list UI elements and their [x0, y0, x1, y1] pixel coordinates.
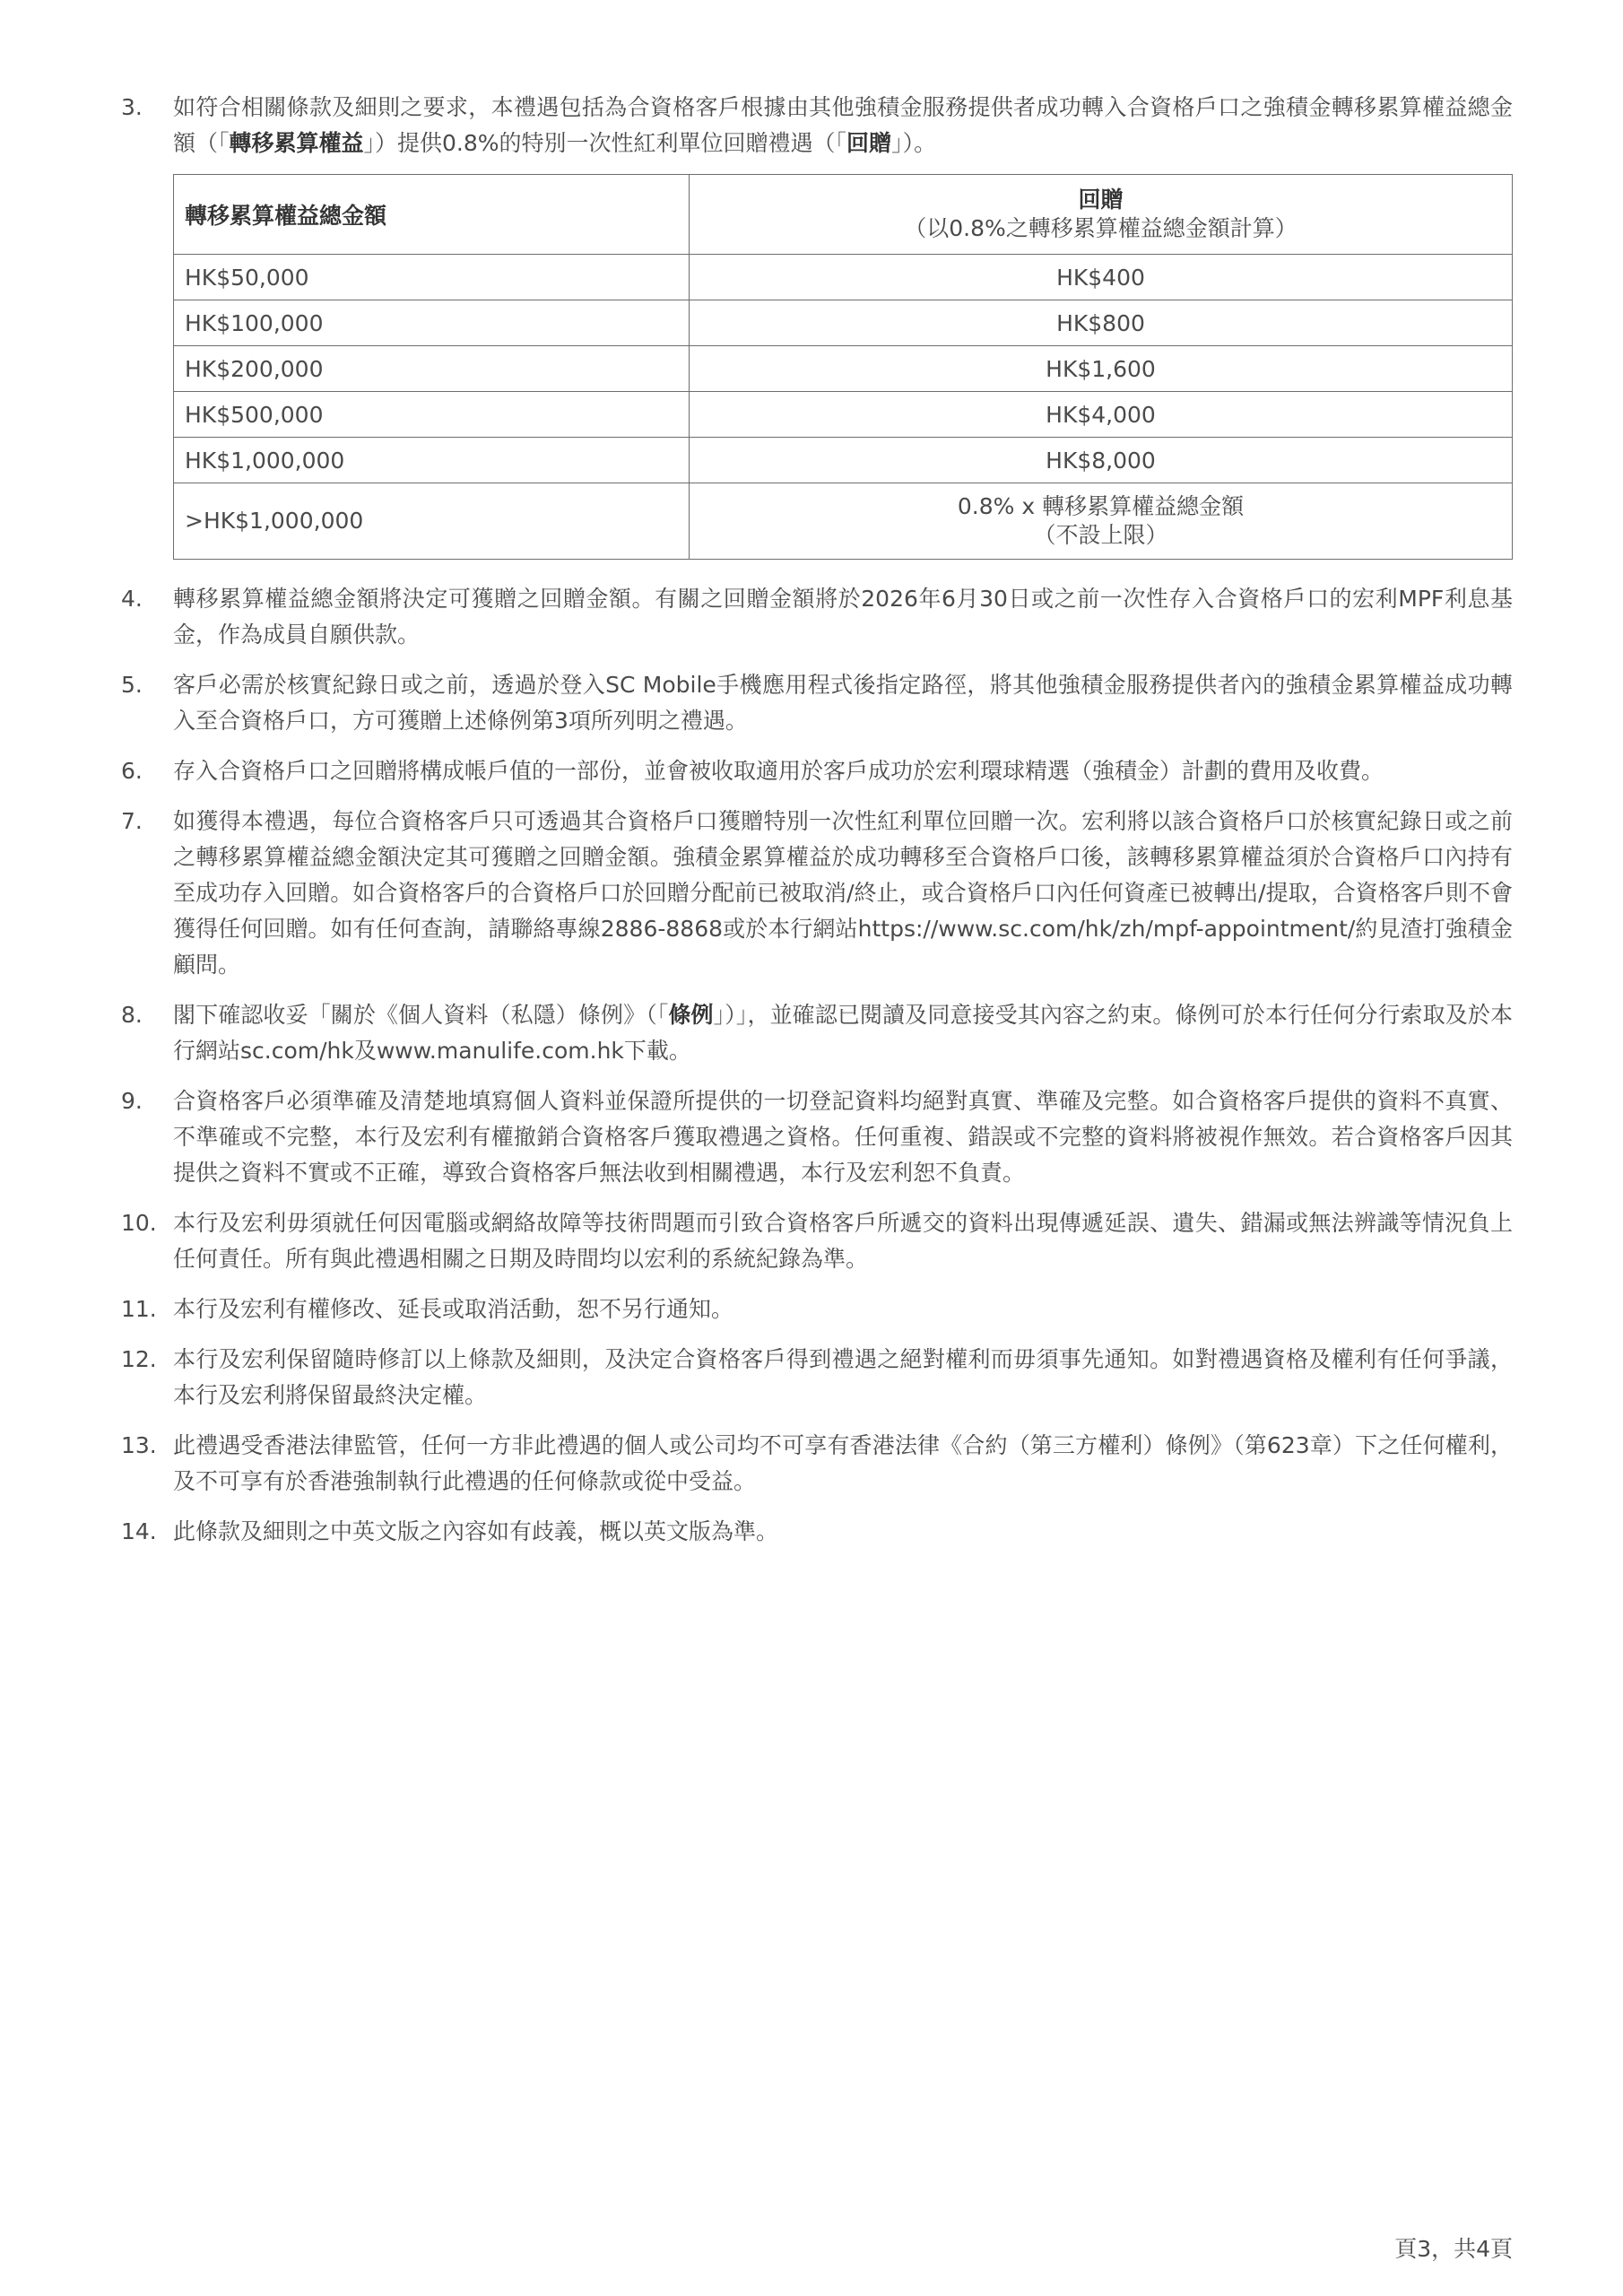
table-cell-rebate: HK$400: [690, 255, 1513, 300]
table-cell-rebate: HK$8,000: [690, 438, 1513, 483]
term-number: 11.: [121, 1296, 157, 1322]
table-row: [174, 346, 1513, 392]
table-row: [174, 438, 1513, 483]
table-row: [174, 300, 1513, 346]
term-number: 7.: [121, 808, 143, 834]
term-text: 本行及宏利保留隨時修訂以上條款及細則，及決定合資格客戶得到禮遇之絕對權利而毋須事先通知。如對禮遇資格及權利有任何爭議，本行及宏利將保留最終決定權。: [173, 1346, 1513, 1408]
table-header-row: [174, 175, 1513, 255]
term-item-14: [121, 1514, 1513, 1550]
table-cell-amount: HK$500,000: [174, 392, 690, 438]
term-text: 此條款及細則之中英文版之內容如有歧義，概以英文版為準。: [173, 1518, 779, 1544]
term-text: 本行及宏利毋須就任何因電腦或網絡故障等技術問題而引致合資格客戶所遞交的資料出現傳遞延誤、遺失、錯漏或無法辨識等情況負上任何責任。所有與此禮遇相關之日期及時間均以宏利的系統紀錄為準。: [173, 1210, 1513, 1272]
term-item-9: [121, 1083, 1513, 1191]
term-item-4: [121, 581, 1513, 653]
term-item-5: [121, 667, 1513, 739]
term-number: 13.: [121, 1432, 157, 1458]
table-cell-amount: HK$200,000: [174, 346, 690, 392]
table-cell-amount: >HK$1,000,000: [174, 483, 690, 560]
term-text: 本行及宏利有權修改、延長或取消活動，恕不另行通知。: [173, 1296, 734, 1322]
term-number: 3.: [121, 94, 143, 120]
page-number: 頁3，共4頁: [1394, 2236, 1513, 2262]
defined-term: 轉移累算權益: [229, 130, 364, 156]
term-number: 5.: [121, 672, 143, 698]
term-text: 如符合相關條款及細則之要求，本禮遇包括為合資格客戶根據由其他強積金服務提供者成功轉入合資格戶口之強積金轉移累算權益總金額（「轉移累算權益」）提供0.8%的特別一次性紅利單位回贈禮遇（「回贈」）。: [173, 94, 1513, 156]
term-item-7: [121, 804, 1513, 983]
term-item-13: [121, 1428, 1513, 1500]
table-cell-amount: HK$50,000: [174, 255, 690, 300]
term-item-8: [121, 997, 1513, 1069]
term-item-6: [121, 753, 1513, 789]
term-text: 合資格客戶必須準確及清楚地填寫個人資料並保證所提供的一切登記資料均絕對真實、準確及完整。如合資格客戶提供的資料不真實、不準確或不完整，本行及宏利有權撤銷合資格客戶獲取禮遇之資格。任何重複、錯誤或不完整的資料將被視作無效。若合資格客戶因其提供之資料不實或不正確，導致合資格客戶無法收到相關禮遇，本行及宏利恕不負責。: [173, 1088, 1513, 1186]
table-cell-amount: HK$100,000: [174, 300, 690, 346]
term-number: 9.: [121, 1088, 143, 1114]
term-text: 轉移累算權益總金額將決定可獲贈之回贈金額。有關之回贈金額將於2026年6月30日或之前一次性存入合資格戶口的宏利MPF利息基金，作為成員自願供款。: [173, 586, 1513, 648]
term-text: 存入合資格戶口之回贈將構成帳戶值的一部份，並會被收取適用於客戶成功於宏利環球精選（強積金）計劃的費用及收費。: [173, 758, 1384, 784]
term-text: 此禮遇受香港法律監管，任何一方非此禮遇的個人或公司均不可享有香港法律《合約（第三方權利）條例》（第623章）下之任何權利，及不可享有於香港強制執行此禮遇的任何條款或從中受益。: [173, 1432, 1513, 1494]
term-number: 4.: [121, 586, 143, 612]
term-number: 8.: [121, 1002, 143, 1028]
table-header-amount: 轉移累算權益總金額: [174, 175, 690, 255]
term-text: 客戶必需於核實紀錄日或之前，透過於登入SC Mobile手機應用程式後指定路徑，將其他強積金服務提供者內的強積金累算權益成功轉入至合資格戶口，方可獲贈上述條例第3項所列明之禮遇。: [173, 672, 1513, 734]
table-cell-rebate: HK$4,000: [690, 392, 1513, 438]
table-cell-rebate: HK$800: [690, 300, 1513, 346]
defined-term: 條例: [668, 1002, 714, 1028]
table-cell-rebate: HK$1,600: [690, 346, 1513, 392]
term-item-11: [121, 1292, 1513, 1327]
term-text: 如獲得本禮遇，每位合資格客戶只可透過其合資格戶口獲贈特別一次性紅利單位回贈一次。宏利將以該合資格戶口於核實紀錄日或之前之轉移累算權益總金額決定其可獲贈之回贈金額。強積金累算權益於成功轉移至合資格戶口後，該轉移累算權益須於合資格戶口內持有至成功存入回贈。如合資格客戶的合資格戶口於回贈分配前已被取消/終止，或合資格戶口內任何資產已被轉出/提取，合資格客戶則不會獲得任何回贈。如有任何查詢，請聯絡專線2886-8868或於本行網站https://www.sc.com/hk/zh/mpf-appointment/約見渣打強積金顧問。: [173, 808, 1513, 978]
table-row: [174, 255, 1513, 300]
term-number: 10.: [121, 1210, 157, 1236]
table-cell-amount: HK$1,000,000: [174, 438, 690, 483]
term-text: 閣下確認收妥「關於《個人資料（私隱）條例》（「條例」）」，並確認已閱讀及同意接受其內容之約束。條例可於本行任何分行索取及於本行網站sc.com/hk及www.manulife.com.hk下載。: [173, 1002, 1513, 1064]
term-item-10: [121, 1205, 1513, 1277]
term-number: 14.: [121, 1518, 157, 1544]
term-number: 6.: [121, 758, 143, 784]
table-header-rebate: 回贈 （以0.8%之轉移累算權益總金額計算）: [690, 175, 1513, 255]
defined-term: 回贈: [846, 130, 892, 156]
table-row: [174, 392, 1513, 438]
term-item-3: [121, 90, 1513, 567]
term-number: 12.: [121, 1346, 157, 1372]
table-cell-rebate: 0.8% x 轉移累算權益總金額 （不設上限）: [690, 483, 1513, 560]
terms-list: [121, 90, 1513, 1564]
term-item-12: [121, 1342, 1513, 1413]
table-row: [174, 483, 1513, 560]
rebate-table: [173, 174, 1513, 560]
